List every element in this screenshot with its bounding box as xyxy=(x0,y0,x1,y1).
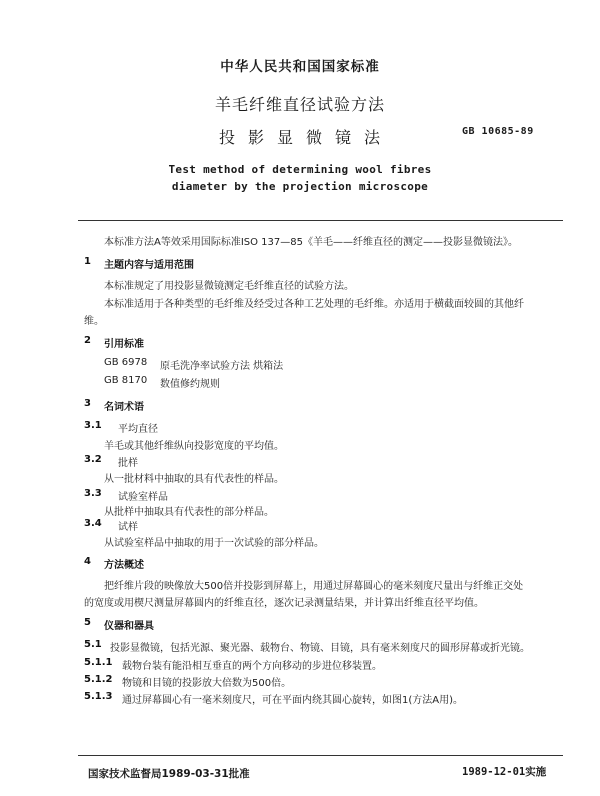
section-2-title: 引用标准 xyxy=(104,339,144,350)
term-number: 3.2 xyxy=(84,454,102,465)
header-divider xyxy=(78,220,563,221)
term-number: 3.4 xyxy=(84,518,102,529)
section-4-paragraph: 把纤维片段的映像放大500倍并投影到屏幕上，用通过屏幕圆心的毫米刻度尺量出与纤维正交处 xyxy=(104,581,524,592)
clause-number: 5.1.3 xyxy=(84,691,113,702)
section-4-paragraph-cont: 的宽度或用楔尺测量屏幕圆内的纤维直径，逐次记录测量结果，并计算出纤维直径平均值。 xyxy=(84,598,484,609)
term-definition: 从批样中抽取具有代表性的部分样品。 xyxy=(104,507,274,518)
clause-text: 投影显微镜，包括光源、聚光器、载物台、物镜、目镜，具有毫米刻度尺的圆形屏幕或折光镜。 xyxy=(110,643,530,654)
section-5-title: 仪器和器具 xyxy=(104,621,154,632)
clause-number: 5.1.2 xyxy=(84,674,113,685)
clause-number: 5.1.1 xyxy=(84,657,113,668)
section-1-title: 主题内容与适用范围 xyxy=(104,260,194,271)
reference-title: 原毛洗净率试验方法 烘箱法 xyxy=(160,361,284,372)
term-definition: 从一批材料中抽取的具有代表性的样品。 xyxy=(104,474,284,485)
section-4-number: 4 xyxy=(84,556,91,567)
term-number: 3.3 xyxy=(84,488,102,499)
section-4-title: 方法概述 xyxy=(104,560,144,571)
section-2-number: 2 xyxy=(84,335,91,346)
reference-code: GB 6978 xyxy=(104,357,148,368)
term-name: 试样 xyxy=(118,522,138,533)
clause-text: 物镜和目镜的投影放大倍数为500倍。 xyxy=(122,678,292,689)
intro-paragraph: 本标准方法A等效采用国际标准ISO 137—85《羊毛——纤维直径的测定——投影显微镜法》。 xyxy=(104,237,518,248)
section-3-number: 3 xyxy=(84,398,91,409)
section-1-paragraph-2: 本标准适用于各种类型的毛纤维及经受过各种工艺处理的毛纤维。亦适用于横截面较圆的其他纤 xyxy=(104,299,524,310)
term-name: 批样 xyxy=(118,458,138,469)
term-name: 平均直径 xyxy=(118,424,158,435)
standard-code: GB 10685-89 xyxy=(462,126,534,137)
term-definition: 从试验室样品中抽取的用于一次试验的部分样品。 xyxy=(104,538,324,549)
approval-date: 国家技术监督局1989-03-31批准 xyxy=(88,768,250,780)
issuer-heading: 中华人民共和国国家标准 xyxy=(220,59,380,75)
clause-text: 载物台装有能沿相互垂直的两个方向移动的步进位移装置。 xyxy=(122,661,382,672)
footer-divider xyxy=(78,755,563,756)
clause-text: 通过屏幕圆心有一毫米刻度尺，可在平面内绕其圆心旋转，如图1(方法A用)。 xyxy=(122,695,464,706)
reference-title: 数值修约规则 xyxy=(160,379,220,390)
term-number: 3.1 xyxy=(84,420,102,431)
effective-date: 1989-12-01实施 xyxy=(462,766,547,778)
title-english-line1: Test method of determining wool fibres xyxy=(168,163,432,176)
section-3-title: 名词术语 xyxy=(104,402,144,413)
term-definition: 羊毛或其他纤维纵向投影宽度的平均值。 xyxy=(104,441,284,452)
reference-code: GB 8170 xyxy=(104,375,148,386)
section-1-number: 1 xyxy=(84,256,91,267)
clause-number: 5.1 xyxy=(84,639,102,650)
title-chinese-line2: 投影显微镜法 xyxy=(218,128,393,147)
title-chinese-line1: 羊毛纤维直径试验方法 xyxy=(214,95,385,114)
term-name: 试验室样品 xyxy=(118,492,168,503)
section-1-paragraph-2-cont: 维。 xyxy=(84,316,104,327)
title-english-line2: diameter by the projection microscope xyxy=(171,180,429,193)
section-1-paragraph-1: 本标准规定了用投影显微镜测定毛纤维直径的试验方法。 xyxy=(104,281,354,292)
section-5-number: 5 xyxy=(84,617,91,628)
